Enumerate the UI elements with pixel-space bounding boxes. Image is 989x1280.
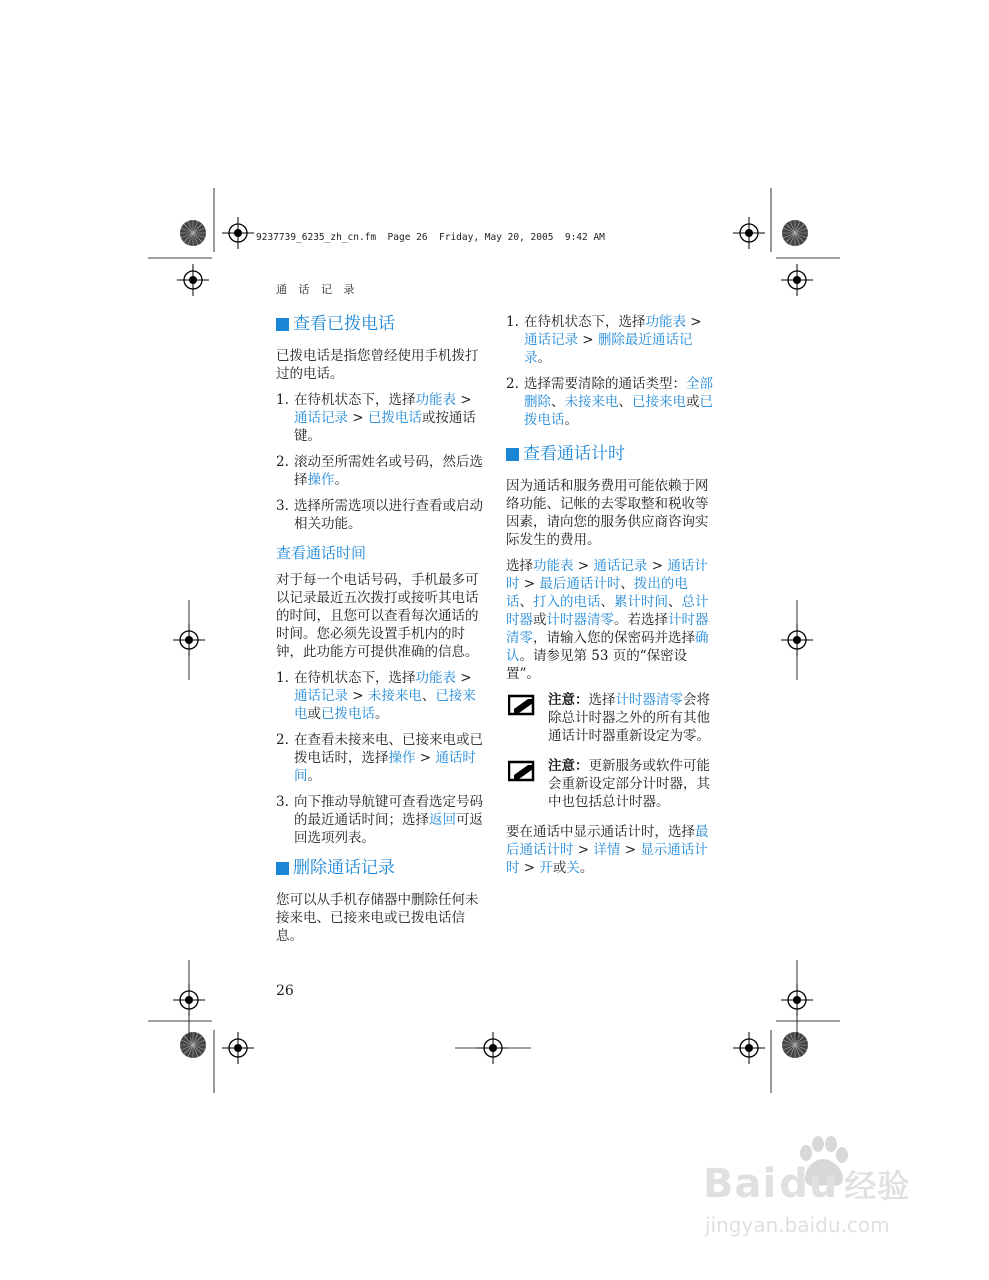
list-item: 1. 在待机状态下，选择功能表 > 通话记录 > 删除最近通话记录。 — [506, 314, 702, 366]
registration-mark-icon — [222, 1032, 254, 1064]
menu-link: 打入的电话 — [533, 594, 601, 610]
menu-link: 通话时间 — [294, 750, 476, 784]
menu-link: 未接来电 — [367, 688, 422, 704]
menu-link: 关 — [566, 860, 580, 876]
registration-mark-icon — [222, 217, 254, 249]
heading-square-icon — [506, 448, 519, 461]
menu-link: 删除最近通话记录 — [524, 332, 693, 366]
menu-link: 功能表 — [533, 558, 574, 574]
list-item: 3. 向下推动导航键可查看选定号码的最近通话时间；选择返回可返回选项列表。 — [276, 794, 483, 846]
menu-link: 操作 — [388, 750, 416, 766]
list-item: 3. 选择所需选项以进行查看或启动相关功能。 — [276, 498, 483, 532]
menu-link: 计时器清零 — [506, 612, 709, 646]
note-icon — [508, 759, 538, 783]
menu-link: 总计时器 — [506, 594, 709, 628]
file-info-line: 9237739_6235_zh_cn.fm Page 26 Friday, May 20, 2005 9:42 AM — [256, 232, 605, 243]
menu-link: 功能表 — [415, 392, 456, 408]
paragraph: 对于每一个电话号码，手机最多可以记录最近五次拨打或接听其电话的时间，且您可以查看每次通话的时间。您必须先设置手机内的时钟，此功能方可提供准确的信息。 — [276, 572, 479, 660]
menu-link: 操作 — [307, 472, 335, 488]
menu-link: 详情 — [593, 842, 621, 858]
list-item: 2. 选择需要清除的通话类型：全部删除、未接来电、已接来电或已拨电话。 — [506, 376, 713, 428]
list-item: 2. 滚动至所需姓名或号码，然后选择操作。 — [276, 454, 483, 488]
menu-link: 已接来电 — [632, 394, 686, 410]
heading-call-timers: 查看通话计时 — [506, 443, 714, 465]
menu-link: 通话记录 — [294, 688, 348, 704]
paragraph: 因为通话和服务费用可能依赖于网络功能、记帐的去零取整和税收等因素，请向您的服务供应商咨询实际发生的费用。 — [506, 478, 709, 548]
menu-link: 功能表 — [415, 670, 456, 686]
menu-link: 通话记录 — [524, 332, 578, 348]
baidu-watermark — [703, 1155, 933, 1255]
paragraph-select: 选择功能表 > 通话记录 > 通话计时 > 最后通话计时、拨出的电话、打入的电话、累计时间、总计时器或计时器清零。若选择计时器清零，请输入您的保密码并选择确认。请参见第 53 页的“保密设置”。 — [506, 558, 709, 682]
note-icon — [508, 693, 538, 717]
menu-link: 全部删除 — [524, 376, 713, 410]
menu-link: 显示通话计时 — [506, 842, 708, 876]
registration-mark-icon — [781, 264, 813, 296]
menu-link: 通话记录 — [593, 558, 648, 574]
menu-link: 通话计时 — [506, 558, 708, 592]
steps-list — [276, 669, 484, 847]
watermark-url: jingyan.baidu.com — [705, 1213, 890, 1237]
color-wheel-icon — [180, 220, 206, 246]
paragraph-show-timer: 要在通话中显示通话计时，选择最后通话计时 > 详情 > 显示通话计时 > 开或关。 — [506, 824, 709, 876]
running-header: 通 话 记 录 — [276, 283, 359, 296]
left-column — [276, 313, 484, 953]
menu-link: 计时器清零 — [546, 612, 614, 628]
menu-link: 已拨电话 — [321, 706, 375, 722]
list-item: 1. 在待机状态下，选择功能表 > 通话记录 > 未接来电、已接来电或已拨电话。 — [276, 670, 476, 722]
menu-link: 计时器清零 — [615, 692, 683, 708]
heading-delete-logs: 删除通话记录 — [276, 857, 484, 879]
color-wheel-icon — [782, 1032, 808, 1058]
steps-list — [276, 391, 484, 533]
subheading-call-time: 查看通话时间 — [276, 544, 367, 562]
menu-link: 返回 — [429, 812, 456, 828]
menu-link: 未接来电 — [564, 394, 619, 410]
menu-link: 通话记录 — [294, 410, 348, 426]
menu-link: 已接来电 — [294, 688, 476, 722]
note-block: 注意：更新服务或软件可能会重新设定部分计时器，其中也包括总计时器。 — [506, 757, 714, 811]
menu-link: 拨出的电话 — [506, 576, 688, 610]
menu-link: 已拨电话 — [524, 394, 713, 428]
list-item: 2. 在查看未接来电、已接来电或已拨电话时，选择操作 > 通话时间。 — [276, 732, 483, 784]
color-wheel-icon — [180, 1032, 206, 1058]
right-column — [506, 313, 714, 885]
registration-mark-icon — [177, 264, 209, 296]
registration-mark-icon — [733, 1032, 765, 1064]
list-item: 1. 在待机状态下，选择功能表 > 通话记录 > 已拨电话或按通话键。 — [276, 392, 476, 444]
menu-link: 最后通话计时 — [506, 824, 709, 858]
paragraph: 您可以从手机存储器中删除任何未接来电、已接来电或已拨电话信息。 — [276, 892, 479, 944]
paragraph: 已拨电话是指您曾经使用手机拨打过的电话。 — [276, 348, 479, 382]
watermark-brand: Baidu 经验 — [703, 1161, 911, 1207]
page-number: 26 — [276, 983, 294, 999]
color-wheel-icon — [782, 220, 808, 246]
menu-link: 功能表 — [645, 314, 686, 330]
heading-square-icon — [276, 862, 289, 875]
menu-link: 最后通话计时 — [539, 576, 621, 592]
registration-mark-icon — [733, 217, 765, 249]
menu-link: 确认 — [506, 630, 709, 664]
note-block: 注意：选择计时器清零会将除总计时器之外的所有其他通话计时器重新设定为零。 — [506, 691, 714, 745]
menu-link: 已拨电话 — [367, 410, 422, 426]
heading-square-icon — [276, 318, 289, 331]
menu-link: 累计时间 — [614, 594, 668, 610]
steps-list — [506, 313, 714, 429]
heading-view-dialed: 查看已拨电话 — [276, 313, 484, 335]
menu-link: 开 — [539, 860, 553, 876]
